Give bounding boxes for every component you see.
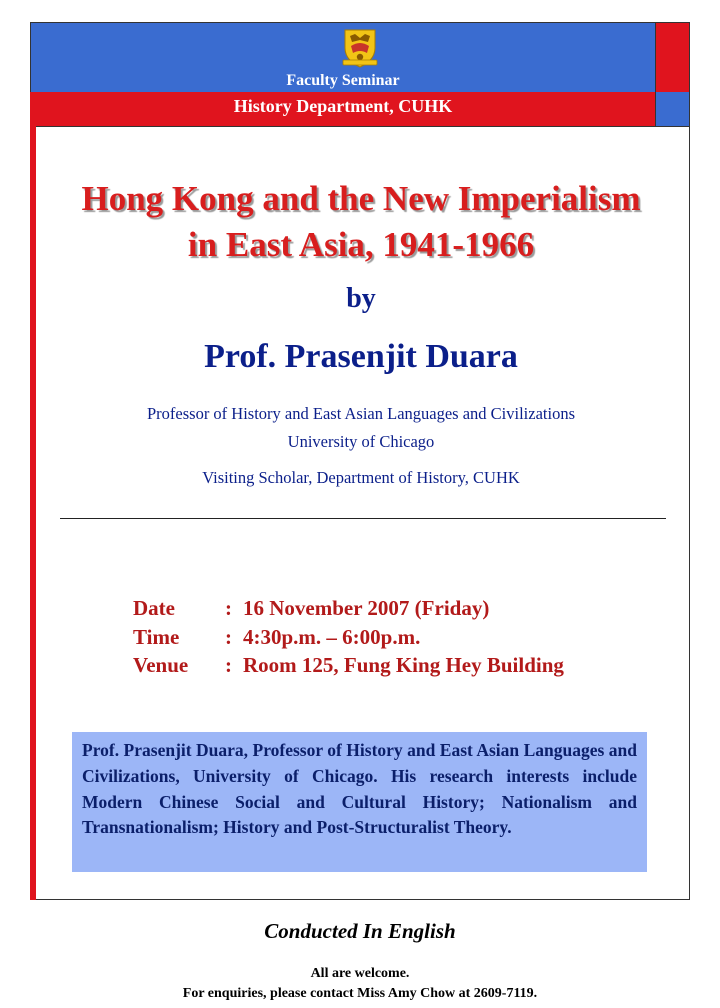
talk-title bbox=[36, 176, 686, 268]
date-row bbox=[133, 596, 564, 625]
time-colon: : bbox=[225, 624, 232, 649]
time-label: Time bbox=[133, 624, 180, 649]
department-name: History Department, CUHK bbox=[233, 96, 453, 116]
section-divider bbox=[60, 518, 666, 519]
speaker-name: Prof. Prasenjit Duara bbox=[204, 338, 518, 375]
seminar-label: Faculty Seminar bbox=[286, 72, 400, 89]
date-value: 16 November 2007 (Friday) bbox=[243, 596, 490, 620]
time-value: 4:30p.m. – 6:00p.m. bbox=[243, 624, 421, 649]
speaker-visiting-role: Visiting Scholar, Department of History, CUHK bbox=[202, 468, 520, 487]
venue-colon: : bbox=[225, 653, 232, 677]
talk-title-line-1: Hong Kong and the New Imperialism bbox=[81, 179, 641, 218]
speaker-university: University of Chicago bbox=[287, 432, 435, 451]
language-note: Conducted In English bbox=[264, 919, 456, 943]
time-row bbox=[133, 625, 564, 654]
venue-value: Room 125, Fung King Hey Building bbox=[243, 653, 564, 677]
enquiry-contact: For enquiries, please contact Miss Amy Chow at 2609-7119. bbox=[182, 986, 538, 1001]
date-label: Date bbox=[133, 596, 175, 620]
cuhk-crest-icon bbox=[341, 26, 379, 68]
corner-block-red bbox=[655, 23, 689, 92]
welcome-note: All are welcome. bbox=[310, 966, 410, 981]
talk-title-line-2: in East Asia, 1941-1966 bbox=[187, 225, 535, 264]
header-divider bbox=[31, 126, 689, 127]
venue-label: Venue bbox=[133, 653, 189, 677]
event-details bbox=[133, 596, 564, 682]
venue-row bbox=[133, 653, 564, 682]
date-colon: : bbox=[225, 596, 232, 620]
corner-block-blue bbox=[655, 92, 689, 126]
speaker-position: Professor of History and East Asian Languages and Civilizations bbox=[146, 404, 575, 423]
speaker-bio: Prof. Prasenjit Duara, Professor of History and East Asian Languages and Civilizations, University of Chicago. His research interests include Modern Chinese Social and Cultural History; Nationalism and Transnationalism; History and Post-Structuralist Theory. bbox=[72, 732, 647, 872]
by-label: by bbox=[346, 283, 376, 314]
